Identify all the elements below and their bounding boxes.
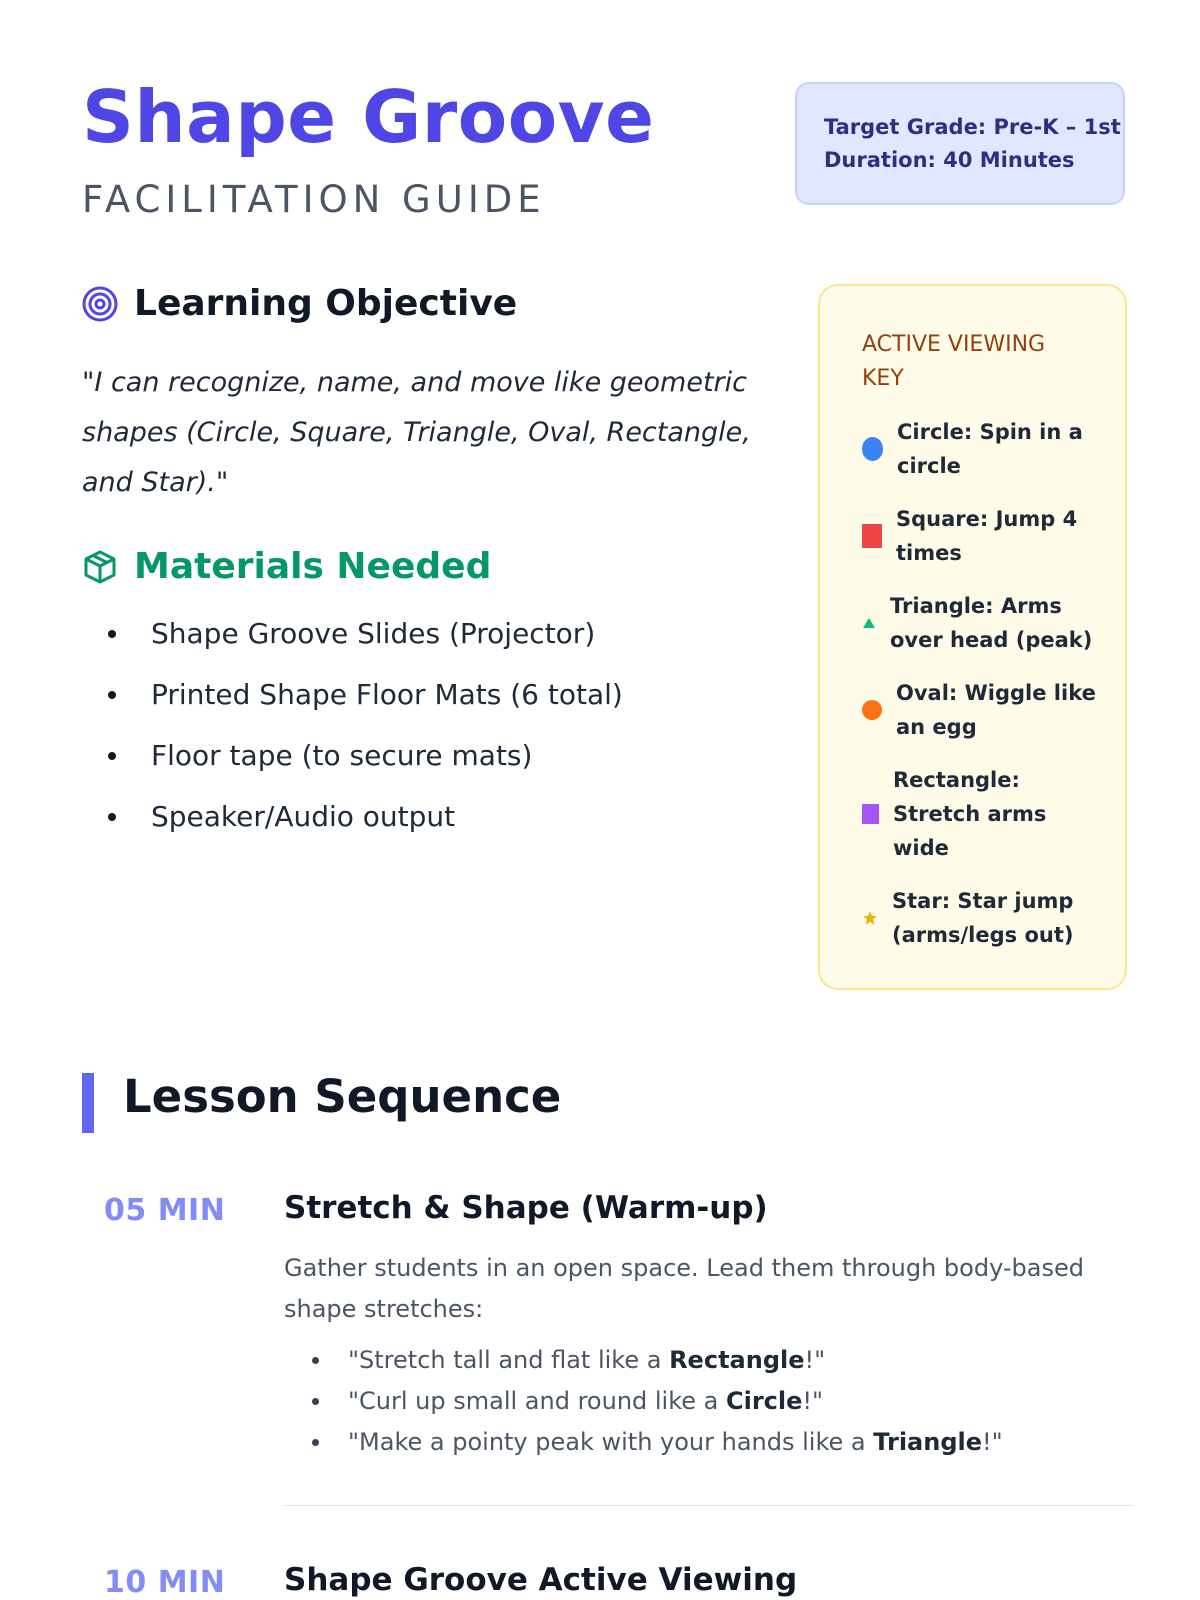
- key-item-label: Circle: Spin in a circle: [897, 420, 1083, 478]
- target-grade: Target Grade: Pre-K – 1st: [824, 115, 1121, 139]
- orange-oval-icon: [862, 700, 882, 720]
- key-item-triangle: [862, 589, 1102, 657]
- key-item-square: [862, 502, 1102, 570]
- key-item-label: Oval: Wiggle like an egg: [896, 681, 1096, 739]
- key-item-star: [862, 884, 1102, 952]
- objective-statement: "I can recognize, name, and move like geometric shapes (Circle, Square, Triangle, Oval, Rectangle, and Star).": [82, 367, 751, 498]
- learning-objective-heading: [82, 283, 517, 324]
- step-divider: [284, 1505, 1134, 1506]
- learning-objective-label: Learning Objective: [134, 283, 518, 324]
- duration: Duration: 40 Minutes: [824, 148, 1075, 172]
- key-item-label: Rectangle: Stretch arms wide: [893, 768, 1047, 860]
- lesson-sequence-heading: Lesson Sequence: [123, 1070, 562, 1123]
- materials-label: Materials Needed: [134, 546, 492, 587]
- materials-heading: [82, 546, 491, 587]
- package-icon: [82, 549, 118, 585]
- key-item-oval: [862, 676, 1102, 744]
- key-title: ACTIVE VIEWING KEY: [862, 332, 1046, 391]
- key-item-rectangle: [862, 763, 1102, 865]
- active-viewing-key-card: [818, 284, 1127, 990]
- lesson-info-box: [795, 82, 1125, 205]
- guide-subtitle: FACILITATION GUIDE: [82, 178, 546, 221]
- key-item-label: Triangle: Arms over head (peak): [890, 594, 1093, 652]
- key-item-label: Square: Jump 4 times: [896, 507, 1078, 565]
- step-1-time: 05 MIN: [104, 1193, 226, 1228]
- purple-rectangle-icon: [862, 804, 879, 824]
- section-accent-bar: [82, 1073, 94, 1133]
- green-triangle-icon: [862, 617, 876, 629]
- key-item-label: Star: Star jump (arms/legs out): [892, 889, 1074, 947]
- key-item-circle: [862, 415, 1102, 483]
- target-icon: [82, 286, 118, 322]
- list-item: Floor tape (to secure mats): [106, 740, 623, 801]
- step-1-prompts: [310, 1345, 1003, 1468]
- red-square-icon: [862, 524, 882, 548]
- step-2-time: 10 MIN: [104, 1565, 226, 1600]
- step-1-title: Stretch & Shape (Warm-up): [284, 1190, 768, 1226]
- step-1-description: Gather students in an open space. Lead them through body-based shape stretches:: [284, 1254, 1084, 1323]
- list-item: "Curl up small and round like a Circle!": [310, 1386, 1003, 1427]
- yellow-star-icon: [862, 910, 878, 926]
- guide-title: Shape Groove: [82, 75, 655, 159]
- list-item: Printed Shape Floor Mats (6 total): [106, 679, 623, 740]
- list-item: "Make a pointy peak with your hands like a Triangle!": [310, 1427, 1003, 1468]
- list-item: Speaker/Audio output: [106, 801, 623, 862]
- step-2-title: Shape Groove Active Viewing: [284, 1562, 798, 1598]
- blue-circle-icon: [862, 437, 883, 461]
- materials-list: [106, 618, 623, 862]
- list-item: Shape Groove Slides (Projector): [106, 618, 623, 679]
- list-item: "Stretch tall and flat like a Rectangle!": [310, 1345, 1003, 1386]
